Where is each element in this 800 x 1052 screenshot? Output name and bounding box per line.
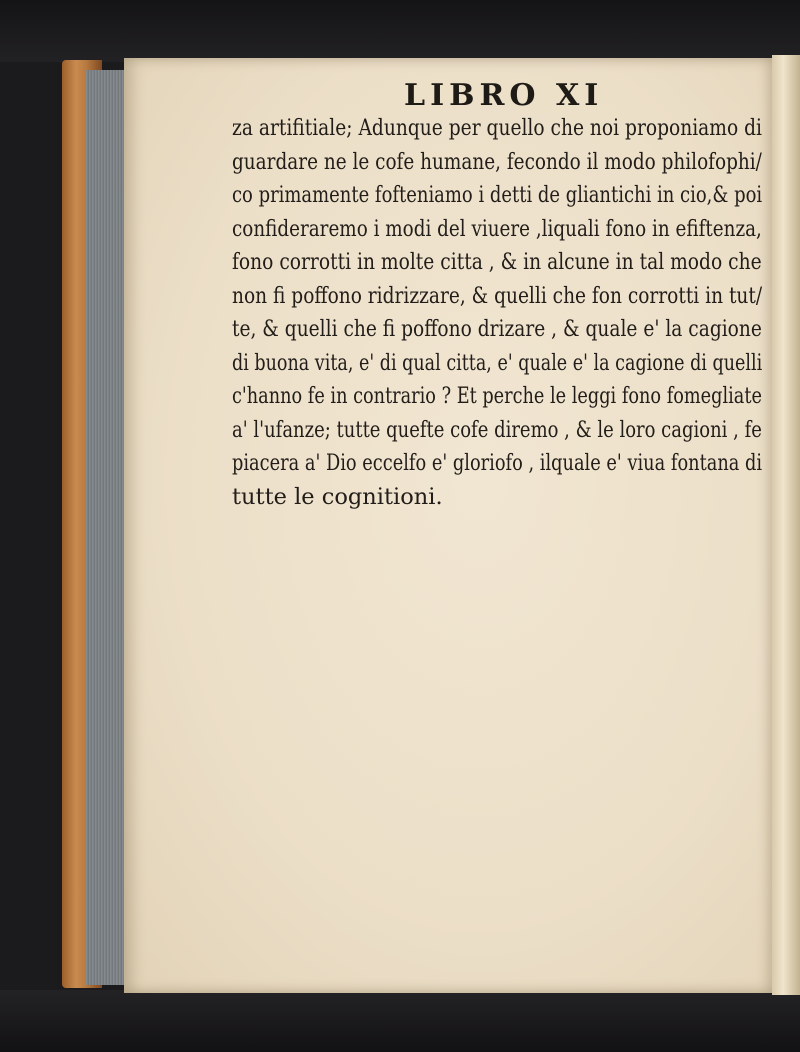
page-edges bbox=[86, 70, 128, 985]
facing-page-edge bbox=[772, 55, 800, 995]
text-line: confideraremo i modi del viuere ,liquali fono in efiftenza, bbox=[232, 215, 762, 242]
text-line: guardare ne le cofe humane, fecondo il modo philofophi/ bbox=[232, 148, 762, 175]
text-line: non fi poffono ridrizzare, & quelli che fon corrotti in tut/ bbox=[232, 282, 763, 309]
backdrop-top bbox=[0, 0, 800, 62]
text-line: co primamente fofteniamo i detti de gliantichi in cio,& poi bbox=[232, 182, 763, 208]
text-line: za artifitiale; Adunque per quello che noi proponiamo di bbox=[232, 115, 762, 141]
text-line: fono corrotti in molte citta , & in alcune in tal modo che bbox=[232, 249, 762, 275]
backdrop-bottom bbox=[0, 990, 800, 1052]
text-line: te, & quelli che fi poffono drizare , & quale e' la cagione bbox=[232, 316, 762, 342]
body-text bbox=[232, 112, 763, 514]
text-line: a' l'ufanze; tutte quefte cofe diremo , & le loro cagioni , fe bbox=[232, 416, 762, 443]
text-line: piacera a' Dio eccelfo e' gloriofo , ilquale e' viua fontana di bbox=[232, 450, 763, 476]
text-line: di buona vita, e' di qual citta, e' quale e' la cagione di quelli bbox=[232, 349, 763, 376]
running-header: LIBRO XI bbox=[404, 78, 604, 113]
text-line: tutte le cognitioni. bbox=[232, 483, 443, 510]
text-line: c'hanno fe in contrario ? Et perche le leggi fono fomegliate bbox=[232, 383, 762, 409]
